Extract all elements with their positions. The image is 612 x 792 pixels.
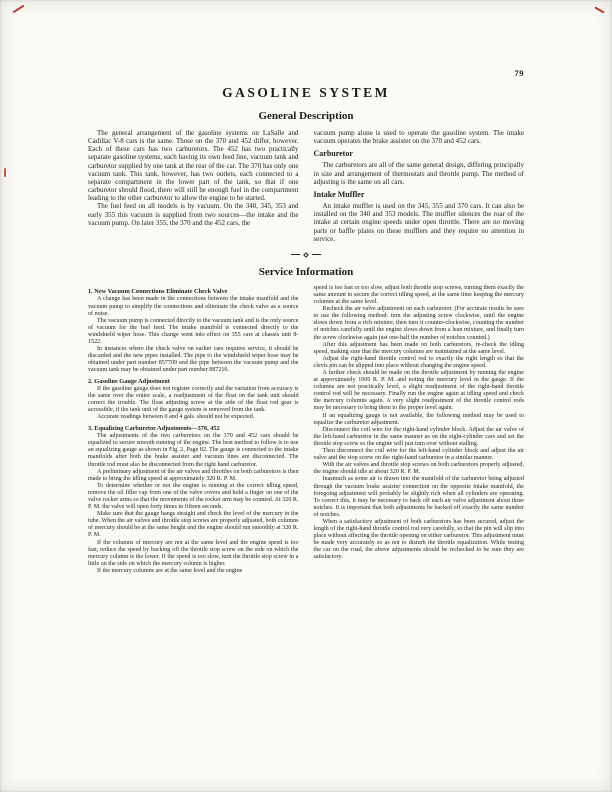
service-item-title: 3. Equalizing Carburetor Adjustments—370, 452 — [88, 425, 220, 433]
service-information-columns — [88, 285, 524, 575]
paragraph: A change has been made in the connections between the intake manifold and the vacuum pump to simplify the connections and eliminate the check valve as a source of noise. — [88, 296, 299, 317]
paragraph: Then disconnect the coil wire for the left-hand cylinder block and adjust the air valve and the stop screw on the right-hand carburetor in a similar manner. — [313, 448, 524, 462]
paragraph: A preliminary adjustment of the air valves and throttles on both carburetors is then made to bring the idling speed at approximately 320 R. P. M. — [88, 468, 299, 482]
paragraph: Make sure that the gauge hangs straight and check the level of the mercury in the tube. When the air valves and throttle stop screws are properly adjusted, both columns of mercury should be at the same height and the engine should run smoothly at 320 R. P. M. — [88, 511, 299, 539]
service-information-heading: Service Information — [258, 265, 354, 278]
paragraph: Inasmuch as some air is drawn into the manifold of the carburetor being adjusted through the vacuum brake assister connection on the opposite intake manifold, the foregoing adjustment will probably be slightly rich when all cylinders are operating. To correct this, it may be necessary to back off each air valve adjustment about three notches. It is important that both adjustments be backed off exactly the same number of notches. — [313, 476, 524, 518]
registration-mark — [594, 6, 605, 13]
paragraph: The general arrangement of the gasoline systems on LaSalle and Cadillac V-8 cars is the same. Those on the 370 and 452 differ, however. Each of these cars has two carburetors. The 452 has two practically separate gasoline systems, each having its own feed line, vacuum tank and carburetor supplied by one tank at the rear of the car. The 370 has only one vacuum tank. This tank, however, has two outlets, each connected to a separate compartment in the lower part of the tank, so that if one carburetor should flood, there will still be enough fuel in the compartment leading to the other carburetor to allow the engine to be started. — [88, 129, 299, 203]
general-description-left-column — [88, 129, 299, 243]
diamond-ornament-icon — [303, 252, 309, 258]
paragraph: After this adjustment has been made on both carburetors, re-check the idling speed, making sure that the mercury columns are maintained at the same level. — [313, 341, 524, 355]
paragraph: If the columns of mercury are not at the same level and the engine speed is too fast, reduce the speed by backing off the throttle stop screw on the side on which the mercury column is the lower. If the speed is too slow, turn the throttle stop screw in a little on the side on which the mercury column is higher. — [88, 539, 299, 567]
carburetor-heading: Carburetor — [313, 149, 353, 159]
paragraph: Accurate readings between 0 and 4 gals. should not be expected. — [97, 414, 255, 421]
paragraph: The carburetors are all of the same general design, differing principally in size and arrangement of thermostats and throttle pump. The method of adjusting is the same on all cars. — [313, 161, 524, 186]
paragraph: Adjust the right-hand throttle control rod to exactly the right length so that the clevis pin can be slipped into place without changing the engine speed. — [313, 355, 524, 369]
paragraph: A further check should be made on the throttle adjustment by running the engine at approximately 1000 R. P. M. and noting the mercury level in the gauge. If the columns are not practically level, a slight readjustment of the right-hand throttle control rod will be necessary. Finally run the engine again at idling speed and check the mercury columns again. A very slight readjustment of the throttle control rods may be necessary to bring them to the proper level again. — [313, 370, 524, 412]
service-item-title: 1. New Vacuum Connections Eliminate Check Valve — [88, 288, 228, 296]
page-content — [88, 68, 524, 575]
registration-mark — [4, 168, 6, 177]
paragraph: The fuel feed on all models is by vacuum. On the 340, 345, 353 and early 355 this vacuum is supplied from two sources—the intake and the vacuum pump. On later 355, the 370 and the 452 cars, the — [88, 202, 299, 227]
paragraph: When a satisfactory adjustment of both carburetors has been secured, adjust the length of the right-hand throttle control rod very carefully, so that the pin will slip into place without affecting the throttle opening on either carburetor. This adjustment must be made very accurately so as not to disturb the throttle equalization. While testing the car on the road, the above adjustments should be rechecked to be sure they are satisfactory. — [313, 518, 524, 561]
paragraph: In instances where the check valve on earlier cars requires service, it should be discarded and the new pipes installed. The pipe to the windshield wiper hose may be obtained under part number 857709 and the pipe between the vacuum pump and the vacuum tank may be obtained under part number 887210. — [88, 346, 299, 374]
divider-rule — [291, 254, 300, 255]
general-description-heading: General Description — [258, 110, 354, 122]
general-description-columns — [88, 129, 524, 243]
divider-rule — [312, 254, 321, 255]
paragraph: vacuum pump alone is used to operate the gasoline system. The intake vacuum operates the brake assister on the 370 and 452 cars. — [313, 129, 524, 146]
paragraph: With the air valves and throttle stop screws on both carburetors properly adjusted, the engine should idle at about 320 R. P. M. — [313, 462, 524, 476]
service-right-column — [314, 285, 525, 575]
paragraph: If an equalizing gauge is not available, the following method may be used to equalize the carburetor adjustment. — [313, 412, 524, 426]
paragraph: If the mercury columns are at the same level and the engine — [97, 567, 243, 574]
paragraph: If the gasoline gauge does not register correctly and the variation from accuracy is the same over the entire scale, a readjustment of the float on the tank unit should correct the trouble. The float adjusting screw at the side of the float rod gear is accessible, if the tank unit of the gauge system is removed from the tank. — [88, 386, 299, 414]
paragraph: An intake muffler is used on the 345, 355 and 370 cars. It can also be installed on the 340 and 353 models. The muffler silences the roar of the intake at certain engine speeds under open throttle. There are no moving parts or baffle plates on these mufflers and they require no attention in service. — [313, 202, 524, 243]
page-number: 79 — [514, 68, 524, 78]
section-divider — [88, 253, 524, 257]
service-item-title: 2. Gasoline Gauge Adjustment — [88, 378, 170, 385]
service-left-column — [88, 285, 299, 575]
paragraph: The vacuum pump is connected directly to the vacuum tank and is the only source of vacuum for the fuel feed. The intake manifold is connected directly to the windshield wiper hose. This change went into effect on 355 cars at chassis unit 8-1522. — [88, 317, 299, 346]
paragraph: Recheck the air valve adjustment on each carburetor. (For accurate results be sure to use the following method: turn the adjusting screw clockwise, until the engine slows down from a rich mixture, then turn it counter-clockwise, counting the number of notches carefully until the engine slows down from a lean mixture, and finally turn the screw clockwise again just one-half the number of notches counted.) — [313, 306, 524, 341]
paragraph: To determine whether or not the engine is running at the correct idling speed, remove the oil filler cap from one of the valve covers and hold a finger on one of the valve rocker arms so that the movements of the rocker arm may be counted. At 320 R. P. M. the valve will open forty times in fifteen seconds. — [88, 482, 299, 511]
general-description-right-column — [314, 129, 525, 243]
paragraph: speed is too fast or too slow, adjust both throttle stop screws, turning them exactly the same amount to secure the correct idling speed, at the same time keeping the mercury columns at the same level. — [313, 284, 524, 306]
registration-mark — [12, 5, 24, 14]
paragraph: Disconnect the coil wire for the right-hand cylinder block. Adjust the air valve of the left-hand carburetor in the same manner as on the eight-cylinder cars and set the throttle stop screw so the engine will just turn over without stalling. — [313, 426, 524, 447]
paragraph: The adjustments of the two carburetors on the 370 and 452 cars should be equalized to secure smooth running of the engine. The best method to follow is to use an equalizing gauge as shown in Fig. 2, Page 82. The gauge is connected to the intake manifolds after both the brake assister and vacuum lines are disconnected. The throttle rod must also be disconnected from the right hand carburetor. — [88, 433, 299, 468]
intake-muffler-heading: Intake Muffler — [313, 189, 365, 199]
page-title: GASOLINE SYSTEM — [222, 85, 390, 100]
